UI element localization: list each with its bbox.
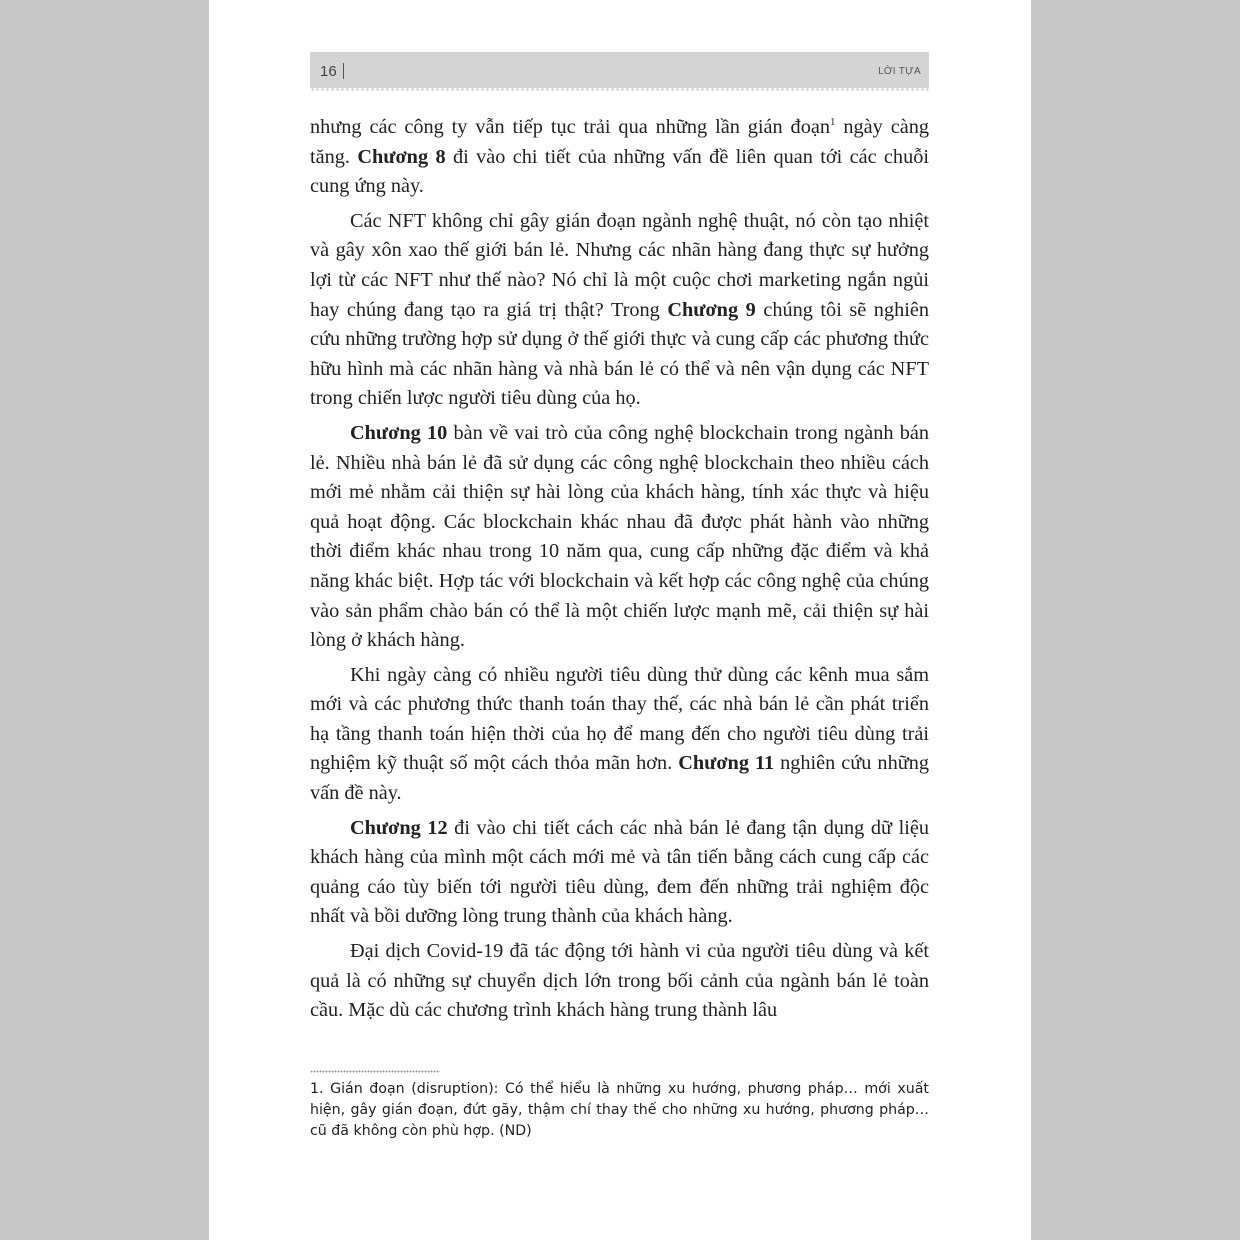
footnote-reference: 1 bbox=[829, 116, 836, 128]
section-title: LỜI TỰA bbox=[878, 66, 921, 77]
paragraph-3: Chương 10 bàn về vai trò của công nghệ blockchain trong ngành bán lẻ. Nhiều nhà bán lẻ đã sử dụng các công nghệ blockchain theo nhiều cách mới mẻ nhằm cải thiện sự hài lòng của khách hàng, tính xác thực và hiệu quả hoạt động. Các blockchain khác nhau đã được phát hành vào những thời điểm khác nhau trong 10 năm qua, cung cấp những đặc điểm và khả năng khác biệt. Hợp tác với blockchain và kết hợp các công nghệ của chúng vào sản phẩm chào bán có thể là một chiến lược mạnh mẽ, cải thiện sự hài lòng ở khách hàng. bbox=[310, 421, 929, 652]
header-dotted-border bbox=[310, 88, 929, 91]
footnote: 1. Gián đoạn (disruption): Có thể hiểu là những xu hướng, phương pháp… mới xuất hiện, gây gián đoạn, đứt gãy, thậm chí thay thế cho những xu hướng, phương pháp… cũ đã không còn phù hợp. (ND) bbox=[310, 1081, 929, 1139]
book-page bbox=[209, 0, 1031, 1240]
paragraph-2: Các NFT không chỉ gây gián đoạn ngành nghệ thuật, nó còn tạo nhiệt và gây xôn xao thế giới bán lẻ. Nhưng các nhãn hàng đang thực sự hưởng lợi từ các NFT như thế nào? Nó chỉ là một cuộc chơi marketing ngắn ngủi hay chúng đang tạo ra giá trị thật? Trong Chương 9 chúng tôi sẽ nghiên cứu những trường hợp sử dụng ở thế giới thực và cung cấp các phương thức hữu hình mà các nhãn hàng và nhà bán lẻ có thể và nên vận dụng các NFT trong chiến lược người tiêu dùng của họ. bbox=[310, 209, 929, 410]
chapter-ref-10: Chương 10 bbox=[350, 421, 448, 444]
chapter-ref-12: Chương 12 bbox=[350, 816, 448, 839]
chapter-ref-9: Chương 9 bbox=[667, 298, 756, 321]
paragraph-5: Chương 12 đi vào chi tiết cách các nhà bán lẻ đang tận dụng dữ liệu khách hàng của mình một cách mới mẻ và tân tiến bằng cách cung cấp các quảng cáo tùy biến tới người tiêu dùng, đem đến những trải nghiệm độc nhất và bồi dưỡng lòng trung thành của khách hàng. bbox=[310, 816, 929, 928]
header-separator bbox=[343, 63, 344, 79]
page-number: 16 bbox=[320, 63, 337, 80]
running-header bbox=[310, 52, 929, 88]
paragraph-6: Đại dịch Covid-19 đã tác động tới hành vi của người tiêu dùng và kết quả là có những sự chuyển dịch lớn trong bối cảnh của ngành bán lẻ toàn cầu. Mặc dù các chương trình khách hàng trung thành lâu bbox=[310, 940, 929, 1022]
paragraph-1: nhưng các công ty vẫn tiếp tục trải qua những lần gián đoạn$^1$ ngày càng tăng. Chương 8 đi vào chi tiết của những vấn đề liên quan tới các chuỗi cung ứng này. bbox=[310, 116, 929, 198]
chapter-ref-8: Chương 8 bbox=[357, 145, 446, 168]
body-text bbox=[310, 113, 929, 1031]
paragraph-4: Khi ngày càng có nhiều người tiêu dùng thử dùng các kênh mua sắm mới và các phương thức thanh toán thay thế, các nhà bán lẻ cần phát triển hạ tầng thanh toán hiện thời của họ để mang đến cho người tiêu dùng trải nghiệm kỹ thuật số một cách thỏa mãn hơn. Chương 11 nghiên cứu những vấn đề này. bbox=[310, 663, 929, 805]
chapter-ref-11: Chương 11 bbox=[678, 752, 775, 775]
footnote-divider bbox=[310, 1070, 440, 1073]
